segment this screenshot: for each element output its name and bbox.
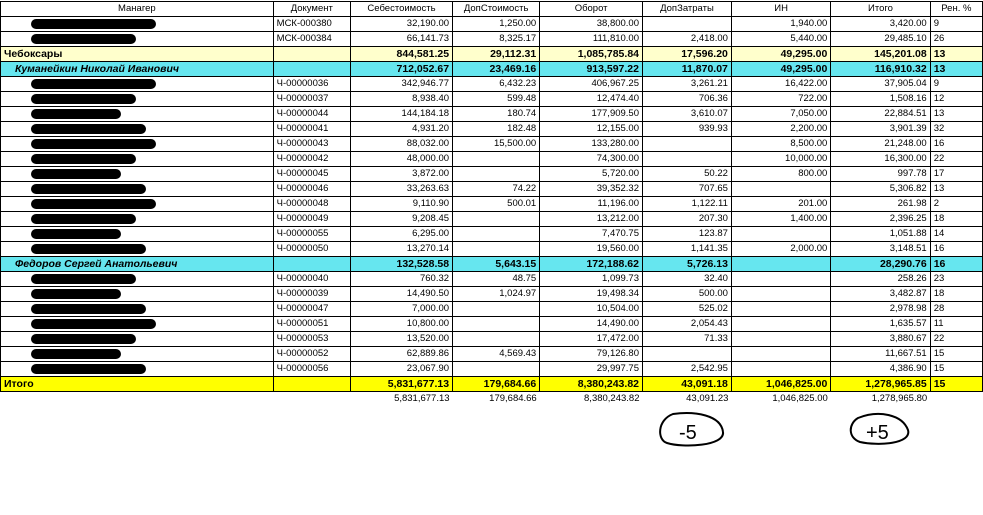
value-cell[interactable]: 74,300.00: [540, 152, 643, 167]
value-cell[interactable]: 49,295.00: [731, 62, 830, 77]
value-cell[interactable]: 23,067.90: [350, 362, 452, 377]
value-cell[interactable]: 172,188.62: [540, 257, 643, 272]
value-cell[interactable]: 13,212.00: [540, 212, 643, 227]
redacted-name-cell[interactable]: [1, 302, 274, 317]
value-cell[interactable]: 29,997.75: [540, 362, 643, 377]
redacted-name-cell[interactable]: [1, 227, 274, 242]
value-cell[interactable]: 39,352.32: [540, 182, 643, 197]
value-cell[interactable]: [643, 137, 732, 152]
document-cell[interactable]: Ч-00000045: [273, 167, 350, 182]
value-cell[interactable]: [453, 242, 540, 257]
redacted-name-cell[interactable]: [1, 32, 274, 47]
value-cell[interactable]: 88,032.00: [350, 137, 452, 152]
value-cell[interactable]: 6,432.23: [453, 77, 540, 92]
profitability-cell[interactable]: 15: [930, 362, 982, 377]
column-header[interactable]: Рен. %: [930, 2, 982, 17]
city-subtotal-row: [1, 47, 983, 62]
document-cell[interactable]: Ч-00000050: [273, 242, 350, 257]
value-cell[interactable]: 19,498.34: [540, 287, 643, 302]
manager-cell[interactable]: Итого: [1, 377, 274, 392]
value-cell[interactable]: 3,880.67: [831, 332, 930, 347]
redaction-scribble: [31, 289, 121, 299]
document-cell[interactable]: [273, 47, 350, 62]
value-cell[interactable]: 707.65: [643, 182, 732, 197]
value-cell[interactable]: 3,148.51: [831, 242, 930, 257]
document-cell[interactable]: Ч-00000056: [273, 362, 350, 377]
value-cell[interactable]: 844,581.25: [350, 47, 452, 62]
document-cell[interactable]: Ч-00000046: [273, 182, 350, 197]
redaction-scribble: [31, 94, 136, 104]
redacted-name-cell[interactable]: [1, 197, 274, 212]
document-cell[interactable]: Ч-00000052: [273, 347, 350, 362]
table-row: [1, 227, 983, 242]
value-cell[interactable]: 207.30: [643, 212, 732, 227]
redaction-scribble: [31, 229, 121, 239]
value-cell[interactable]: 5,831,677.13: [394, 393, 450, 404]
profitability-cell[interactable]: 16: [930, 257, 982, 272]
value-cell[interactable]: 21,248.00: [831, 137, 930, 152]
value-cell[interactable]: 6,295.00: [350, 227, 452, 242]
profitability-cell[interactable]: 28: [930, 302, 982, 317]
value-cell[interactable]: 16,422.00: [731, 77, 830, 92]
profitability-cell[interactable]: 9: [930, 77, 982, 92]
profitability-cell[interactable]: 12: [930, 92, 982, 107]
redacted-name-cell[interactable]: [1, 77, 274, 92]
value-cell[interactable]: 1,278,965.85: [831, 377, 930, 392]
value-cell[interactable]: [731, 332, 830, 347]
profitability-cell[interactable]: 18: [930, 212, 982, 227]
redaction-scribble: [31, 154, 136, 164]
manager-cell[interactable]: Федоров Сергей Анатольевич: [1, 257, 274, 272]
profitability-cell[interactable]: 14: [930, 227, 982, 242]
value-cell[interactable]: 706.36: [643, 92, 732, 107]
table-row: [1, 302, 983, 317]
redaction-scribble: [31, 244, 146, 254]
document-cell[interactable]: [273, 62, 350, 77]
value-cell[interactable]: 997.78: [831, 167, 930, 182]
value-cell[interactable]: 258.26: [831, 272, 930, 287]
value-cell[interactable]: 177,909.50: [540, 107, 643, 122]
column-header[interactable]: Манагер: [1, 2, 274, 17]
value-cell[interactable]: 525.02: [643, 302, 732, 317]
value-cell[interactable]: 14,490.50: [350, 287, 452, 302]
value-cell[interactable]: 5,831,677.13: [350, 377, 452, 392]
profitability-cell[interactable]: 15: [930, 347, 982, 362]
value-cell[interactable]: 1,635.57: [831, 317, 930, 332]
table-row: [1, 242, 983, 257]
table-row: [1, 362, 983, 377]
value-cell[interactable]: 500.01: [453, 197, 540, 212]
value-cell[interactable]: 180.74: [453, 107, 540, 122]
redacted-name-cell[interactable]: [1, 92, 274, 107]
table-row: [1, 272, 983, 287]
value-cell[interactable]: [731, 317, 830, 332]
value-cell[interactable]: [731, 287, 830, 302]
document-cell[interactable]: Ч-00000042: [273, 152, 350, 167]
redacted-name-cell[interactable]: [1, 122, 274, 137]
value-cell[interactable]: 182.48: [453, 122, 540, 137]
value-cell[interactable]: 11,667.51: [831, 347, 930, 362]
document-cell[interactable]: Ч-00000044: [273, 107, 350, 122]
value-cell[interactable]: 3,261.21: [643, 77, 732, 92]
value-cell[interactable]: 74.22: [453, 182, 540, 197]
document-cell[interactable]: [273, 392, 350, 407]
profitability-cell[interactable]: 13: [930, 47, 982, 62]
value-cell[interactable]: 71.33: [643, 332, 732, 347]
value-cell[interactable]: 33,263.63: [350, 182, 452, 197]
document-cell[interactable]: [273, 257, 350, 272]
profitability-cell[interactable]: 22: [930, 332, 982, 347]
value-cell[interactable]: 29,112.31: [453, 47, 540, 62]
value-cell[interactable]: 1,940.00: [731, 17, 830, 32]
value-cell[interactable]: 5,726.13: [643, 257, 732, 272]
table-row: [1, 77, 983, 92]
redaction-scribble: [31, 364, 146, 374]
value-cell[interactable]: 2,200.00: [731, 122, 830, 137]
table-row: [1, 92, 983, 107]
value-cell[interactable]: 111,810.00: [540, 32, 643, 47]
value-cell[interactable]: 145,201.08: [831, 47, 930, 62]
table-row: [1, 347, 983, 362]
value-cell[interactable]: 2,978.98: [831, 302, 930, 317]
value-cell[interactable]: 10,800.00: [350, 317, 452, 332]
value-cell[interactable]: 23,469.16: [453, 62, 540, 77]
value-cell[interactable]: 8,325.17: [453, 32, 540, 47]
value-cell[interactable]: 49,295.00: [731, 47, 830, 62]
value-cell[interactable]: 5,440.00: [731, 32, 830, 47]
table-row: [1, 317, 983, 332]
value-cell[interactable]: 11,870.07: [643, 62, 732, 77]
value-cell[interactable]: 179,684.66: [453, 377, 540, 392]
value-cell[interactable]: [453, 332, 540, 347]
redacted-name-cell[interactable]: [1, 167, 274, 182]
value-cell[interactable]: 3,610.07: [643, 107, 732, 122]
table-row: [1, 167, 983, 182]
value-cell[interactable]: 8,938.40: [350, 92, 452, 107]
profitability-cell[interactable]: 32: [930, 122, 982, 137]
annotation-plus-five-text: +5: [866, 422, 889, 444]
value-cell[interactable]: 38,800.00: [540, 17, 643, 32]
value-cell[interactable]: [643, 347, 732, 362]
value-cell[interactable]: 29,485.10: [831, 32, 930, 47]
value-cell[interactable]: 22,884.51: [831, 107, 930, 122]
value-cell[interactable]: 1,046,825.00: [731, 377, 830, 392]
column-header[interactable]: Оборот: [540, 2, 643, 17]
redacted-name-cell[interactable]: [1, 152, 274, 167]
redaction-scribble: [31, 34, 136, 44]
value-cell[interactable]: 32,190.00: [350, 17, 452, 32]
redaction-scribble: [31, 214, 136, 224]
value-cell[interactable]: 28,290.76: [831, 257, 930, 272]
report-table: [0, 1, 983, 406]
value-cell[interactable]: 43,091.23: [686, 393, 729, 404]
profitability-cell[interactable]: 9: [930, 17, 982, 32]
value-cell[interactable]: 8,380,243.82: [584, 393, 640, 404]
profitability-cell[interactable]: 11: [930, 317, 982, 332]
table-row: [1, 212, 983, 227]
profitability-cell[interactable]: 13: [930, 62, 982, 77]
value-cell[interactable]: 17,472.00: [540, 332, 643, 347]
value-cell[interactable]: 10,000.00: [731, 152, 830, 167]
manager-subtotal-row: [1, 62, 983, 77]
value-cell[interactable]: 2,418.00: [643, 32, 732, 47]
value-cell[interactable]: 2,000.00: [731, 242, 830, 257]
redacted-name-cell[interactable]: [1, 362, 274, 377]
value-cell[interactable]: 2,542.95: [643, 362, 732, 377]
document-cell[interactable]: Ч-00000049: [273, 212, 350, 227]
redacted-name-cell[interactable]: [1, 212, 274, 227]
value-cell[interactable]: 5,306.82: [831, 182, 930, 197]
redaction-scribble: [31, 304, 146, 314]
profitability-cell[interactable]: 2: [930, 197, 982, 212]
value-cell[interactable]: [731, 257, 830, 272]
value-cell[interactable]: 37,905.04: [831, 77, 930, 92]
value-cell[interactable]: 116,910.32: [831, 62, 930, 77]
document-cell[interactable]: Ч-00000047: [273, 302, 350, 317]
redaction-scribble: [31, 334, 136, 344]
value-cell[interactable]: 62,889.86: [350, 347, 452, 362]
value-cell[interactable]: 599.48: [453, 92, 540, 107]
value-cell[interactable]: 17,596.20: [643, 47, 732, 62]
value-cell[interactable]: 48,000.00: [350, 152, 452, 167]
value-cell[interactable]: 12,155.00: [540, 122, 643, 137]
profitability-cell[interactable]: 26: [930, 32, 982, 47]
value-cell[interactable]: [453, 317, 540, 332]
value-cell[interactable]: 12,474.40: [540, 92, 643, 107]
value-cell[interactable]: 133,280.00: [540, 137, 643, 152]
header-row: [1, 2, 983, 17]
redaction-scribble: [31, 124, 146, 134]
column-header[interactable]: Себестоимость: [350, 2, 452, 17]
table-row: [1, 107, 983, 122]
value-cell[interactable]: 16,300.00: [831, 152, 930, 167]
redaction-scribble: [31, 199, 156, 209]
value-cell[interactable]: [453, 227, 540, 242]
value-cell[interactable]: 43,091.18: [643, 377, 732, 392]
profitability-cell[interactable]: 16: [930, 137, 982, 152]
value-cell[interactable]: [453, 212, 540, 227]
value-cell[interactable]: 201.00: [731, 197, 830, 212]
column-header[interactable]: Документ: [273, 2, 350, 17]
value-cell[interactable]: 48.75: [453, 272, 540, 287]
redacted-name-cell[interactable]: [1, 347, 274, 362]
value-cell[interactable]: [453, 302, 540, 317]
profitability-cell[interactable]: 16: [930, 242, 982, 257]
value-cell[interactable]: 79,126.80: [540, 347, 643, 362]
profitability-cell[interactable]: [930, 392, 982, 407]
value-cell[interactable]: 1,051.88: [831, 227, 930, 242]
value-cell[interactable]: 11,196.00: [540, 197, 643, 212]
value-cell[interactable]: [643, 17, 732, 32]
table-row: [1, 332, 983, 347]
value-cell[interactable]: 3,482.87: [831, 287, 930, 302]
column-header[interactable]: ИН: [731, 2, 830, 17]
value-cell[interactable]: 4,931.20: [350, 122, 452, 137]
value-cell[interactable]: 712,052.67: [350, 62, 452, 77]
document-cell[interactable]: Ч-00000048: [273, 197, 350, 212]
document-cell[interactable]: Ч-00000037: [273, 92, 350, 107]
value-cell[interactable]: 132,528.58: [350, 257, 452, 272]
table-row: [1, 182, 983, 197]
redaction-scribble: [31, 109, 121, 119]
value-cell[interactable]: 144,184.18: [350, 107, 452, 122]
redacted-name-cell[interactable]: [1, 317, 274, 332]
value-cell[interactable]: 939.93: [643, 122, 732, 137]
profitability-cell[interactable]: 13: [930, 107, 982, 122]
value-cell[interactable]: 5,643.15: [453, 257, 540, 272]
value-cell[interactable]: 1,250.00: [453, 17, 540, 32]
value-cell[interactable]: 8,500.00: [731, 137, 830, 152]
redacted-name-cell[interactable]: [1, 242, 274, 257]
document-cell[interactable]: Ч-00000051: [273, 317, 350, 332]
column-header[interactable]: ДопСтоимость: [453, 2, 540, 17]
profitability-cell[interactable]: 17: [930, 167, 982, 182]
redacted-name-cell[interactable]: [1, 107, 274, 122]
value-cell[interactable]: 1,046,825.00: [772, 393, 828, 404]
value-cell[interactable]: 1,122.11: [643, 197, 732, 212]
value-cell[interactable]: 19,560.00: [540, 242, 643, 257]
document-cell[interactable]: Ч-00000053: [273, 332, 350, 347]
annotation-plus-five: [848, 410, 914, 450]
value-cell[interactable]: [453, 362, 540, 377]
value-cell[interactable]: 406,967.25: [540, 77, 643, 92]
document-cell[interactable]: Ч-00000043: [273, 137, 350, 152]
table-row: [1, 152, 983, 167]
value-cell[interactable]: 3,901.39: [831, 122, 930, 137]
value-cell[interactable]: 1,024.97: [453, 287, 540, 302]
value-cell[interactable]: 7,470.75: [540, 227, 643, 242]
value-cell[interactable]: 3,420.00: [831, 17, 930, 32]
value-cell[interactable]: [731, 227, 830, 242]
document-cell[interactable]: Ч-00000036: [273, 77, 350, 92]
document-cell[interactable]: Ч-00000039: [273, 287, 350, 302]
value-cell[interactable]: 2,054.43: [643, 317, 732, 332]
document-cell[interactable]: Ч-00000040: [273, 272, 350, 287]
value-cell[interactable]: 66,141.73: [350, 32, 452, 47]
value-cell[interactable]: 14,490.00: [540, 317, 643, 332]
value-cell[interactable]: 3,872.00: [350, 167, 452, 182]
value-cell[interactable]: 179,684.66: [489, 393, 537, 404]
value-cell[interactable]: [453, 167, 540, 182]
value-cell[interactable]: 7,050.00: [731, 107, 830, 122]
manager-subtotal-row: [1, 257, 983, 272]
value-cell[interactable]: 1,099.73: [540, 272, 643, 287]
value-cell[interactable]: 32.40: [643, 272, 732, 287]
value-cell[interactable]: 10,504.00: [540, 302, 643, 317]
table-row: [1, 137, 983, 152]
column-header[interactable]: Итого: [831, 2, 930, 17]
value-cell[interactable]: 1,141.35: [643, 242, 732, 257]
redacted-name-cell[interactable]: [1, 182, 274, 197]
check-sum-row: [1, 392, 983, 407]
redaction-scribble: [31, 349, 121, 359]
table-row: [1, 17, 983, 32]
value-cell[interactable]: 15,500.00: [453, 137, 540, 152]
redaction-scribble: [31, 19, 156, 29]
value-cell[interactable]: 913,597.22: [540, 62, 643, 77]
column-header[interactable]: ДопЗатраты: [643, 2, 732, 17]
value-cell[interactable]: 9,208.45: [350, 212, 452, 227]
manager-cell[interactable]: Куманейкин Николай Иванович: [1, 62, 274, 77]
value-cell[interactable]: 9,110.90: [350, 197, 452, 212]
value-cell[interactable]: 800.00: [731, 167, 830, 182]
value-cell[interactable]: 1,278,965.80: [871, 393, 928, 404]
manager-cell[interactable]: Чебоксары: [1, 47, 274, 62]
redaction-scribble: [31, 169, 121, 179]
redacted-name-cell[interactable]: [1, 332, 274, 347]
value-cell[interactable]: 123.87: [643, 227, 732, 242]
redaction-scribble: [31, 79, 156, 89]
value-cell[interactable]: 261.98: [831, 197, 930, 212]
document-cell[interactable]: [273, 377, 350, 392]
document-cell[interactable]: МСК-000380: [273, 17, 350, 32]
document-cell[interactable]: Ч-00000055: [273, 227, 350, 242]
redacted-name-cell[interactable]: [1, 392, 274, 407]
redacted-name-cell[interactable]: [1, 17, 274, 32]
profitability-cell[interactable]: 15: [930, 377, 982, 392]
value-cell[interactable]: 13,270.14: [350, 242, 452, 257]
value-cell[interactable]: [453, 152, 540, 167]
redaction-scribble: [31, 319, 156, 329]
profitability-cell[interactable]: 23: [930, 272, 982, 287]
value-cell[interactable]: 7,000.00: [350, 302, 452, 317]
annotation-minus-five: [655, 410, 727, 450]
value-cell[interactable]: [643, 152, 732, 167]
value-cell[interactable]: [731, 182, 830, 197]
profitability-cell[interactable]: 18: [930, 287, 982, 302]
value-cell[interactable]: 1,508.16: [831, 92, 930, 107]
document-cell[interactable]: МСК-000384: [273, 32, 350, 47]
value-cell[interactable]: 4,386.90: [831, 362, 930, 377]
value-cell[interactable]: [731, 272, 830, 287]
value-cell[interactable]: 1,085,785.84: [540, 47, 643, 62]
redaction-scribble: [31, 274, 136, 284]
table-row: [1, 197, 983, 212]
value-cell[interactable]: 722.00: [731, 92, 830, 107]
table-row: [1, 122, 983, 137]
table-row: [1, 287, 983, 302]
value-cell[interactable]: 50.22: [643, 167, 732, 182]
value-cell[interactable]: 1,400.00: [731, 212, 830, 227]
profitability-cell[interactable]: 22: [930, 152, 982, 167]
value-cell[interactable]: 2,396.25: [831, 212, 930, 227]
value-cell[interactable]: 5,720.00: [540, 167, 643, 182]
value-cell[interactable]: 342,946.77: [350, 77, 452, 92]
redaction-scribble: [31, 184, 146, 194]
redacted-name-cell[interactable]: [1, 272, 274, 287]
value-cell[interactable]: [731, 347, 830, 362]
grand-total-row: [1, 377, 983, 392]
value-cell[interactable]: 13,520.00: [350, 332, 452, 347]
document-cell[interactable]: Ч-00000041: [273, 122, 350, 137]
value-cell[interactable]: 760.32: [350, 272, 452, 287]
redaction-scribble: [31, 139, 156, 149]
value-cell[interactable]: 4,569.43: [453, 347, 540, 362]
annotation-minus-five-text: -5: [679, 422, 697, 444]
value-cell[interactable]: [731, 302, 830, 317]
value-cell[interactable]: [731, 362, 830, 377]
profitability-cell[interactable]: 13: [930, 182, 982, 197]
value-cell[interactable]: 8,380,243.82: [540, 377, 643, 392]
redacted-name-cell[interactable]: [1, 137, 274, 152]
value-cell[interactable]: 500.00: [643, 287, 732, 302]
table-row: [1, 32, 983, 47]
redacted-name-cell[interactable]: [1, 287, 274, 302]
